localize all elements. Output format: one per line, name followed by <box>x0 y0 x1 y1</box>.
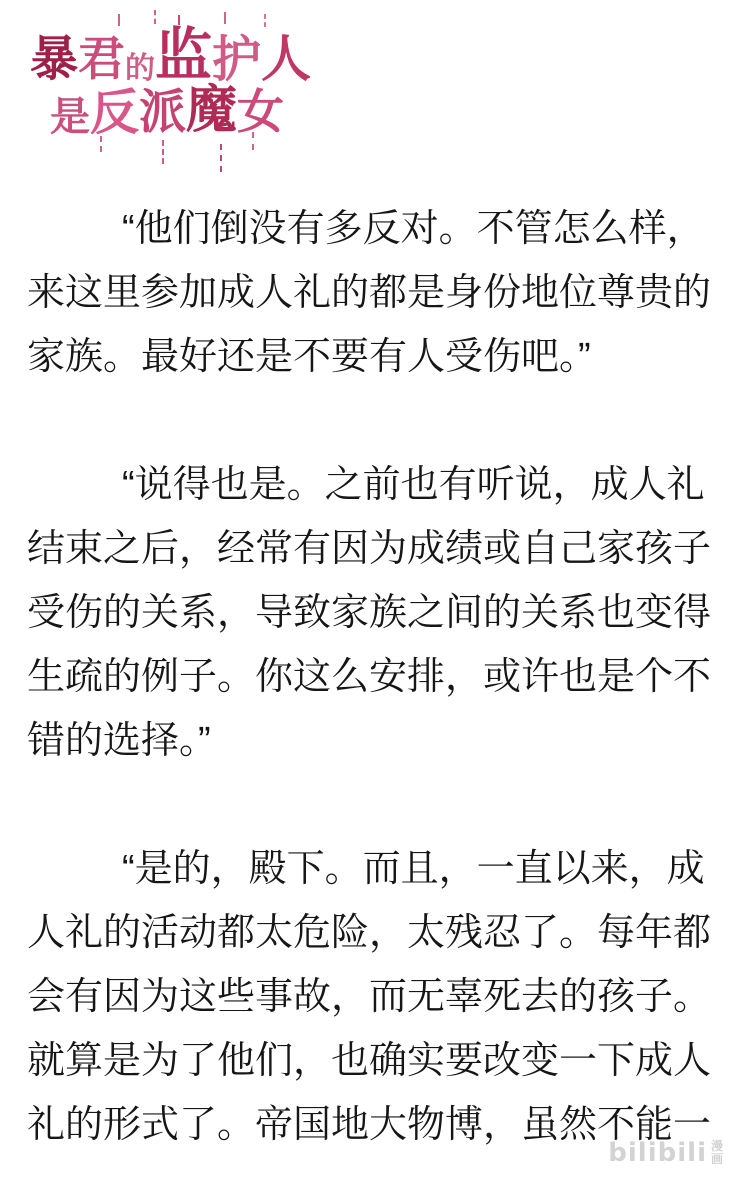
text-line: 家族。最好还是不要有人受伤吧。” <box>27 336 591 378</box>
series-logo <box>30 24 310 164</box>
bilibili-watermark <box>608 1140 723 1166</box>
paragraph <box>27 197 727 389</box>
manhua-label <box>711 1140 723 1166</box>
paragraph <box>27 837 727 1157</box>
logo-char: 女 <box>237 87 285 139</box>
text-line: 结束之后，经常有因为成绩或自己家孩子 <box>27 528 712 570</box>
logo-char: 反 <box>90 85 140 140</box>
logo-char: 暴 <box>30 33 79 86</box>
logo-char: 派 <box>139 87 187 139</box>
novel-text <box>0 197 754 1157</box>
text-line: 错的选择。” <box>27 720 211 762</box>
ornament-dash-icon <box>118 14 120 26</box>
ornament-dash-icon <box>154 10 156 24</box>
ornament-dash-icon <box>178 15 180 25</box>
logo-char: 的 <box>125 52 156 85</box>
logo-char: 是 <box>50 94 90 139</box>
ornament-dash-icon <box>162 140 164 164</box>
text-line: 就算是为了他们，也确实要改变一下成人 <box>27 1040 712 1082</box>
text-line: 礼的形式了。帝国地大物博，虽然不能一 <box>27 1104 712 1146</box>
logo-char: 护 <box>212 32 262 87</box>
series-title-line2 <box>50 83 310 140</box>
bilibili-logo-text: bilibili <box>608 1138 707 1168</box>
ornament-dash-icon <box>224 12 226 24</box>
text-line: 人礼的活动都太危险，太残忍了。每年都 <box>27 912 712 954</box>
logo-char: 人 <box>261 31 312 87</box>
manhua-char-top: 漫 <box>710 1139 723 1153</box>
manhua-char-bottom: 画 <box>710 1152 723 1166</box>
ornament-dash-icon <box>100 136 102 152</box>
ornament-dash-icon <box>252 132 254 150</box>
logo-char: 监 <box>155 24 213 87</box>
logo-char: 君 <box>78 34 126 86</box>
text-line: 会有因为这些事故，而无辜死去的孩子。 <box>27 976 712 1018</box>
ornament-dash-icon <box>264 14 266 27</box>
text-line: 生疏的例子。你这么安排，或许也是个不 <box>27 656 712 698</box>
text-line: 来这里参加成人礼的都是身份地位尊贵的 <box>27 272 712 314</box>
series-title-line1 <box>30 24 312 87</box>
ornament-dash-icon <box>220 144 222 172</box>
text-line: “说得也是。之前也有听说，成人礼 <box>122 464 705 506</box>
logo-char: 魔 <box>186 83 238 139</box>
text-line: “是的，殿下。而且，一直以来，成 <box>122 848 705 890</box>
text-line: “他们倒没有多反对。不管怎么样， <box>122 208 705 250</box>
paragraph <box>27 453 727 773</box>
text-line: 受伤的关系，导致家族之间的关系也变得 <box>27 592 712 634</box>
